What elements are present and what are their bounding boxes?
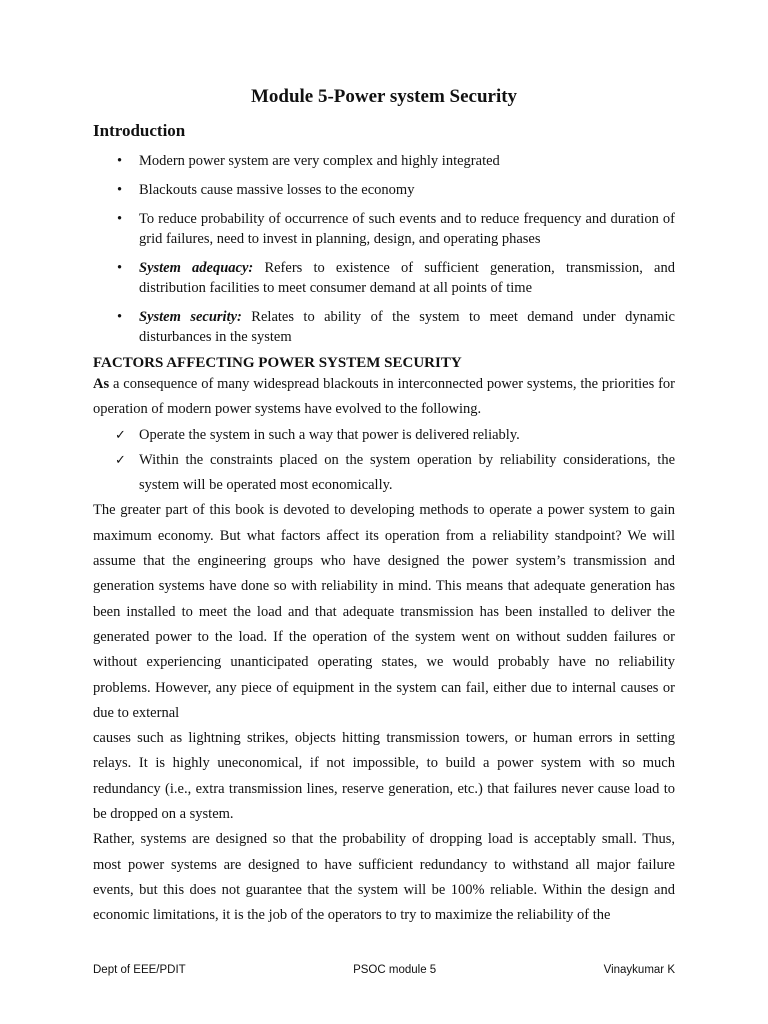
factors-heading: FACTORS AFFECTING POWER SYSTEM SECURITY [93, 355, 462, 371]
bullet-item [93, 307, 675, 347]
paragraph [93, 372, 675, 423]
bullet-icon: • [117, 260, 123, 276]
checkmark-icon: ✓ [115, 452, 126, 468]
bullet-item [93, 180, 675, 200]
check-text: Within the constraints placed on the system operation by reliability considerations, the system will be operated most economically. [139, 451, 675, 494]
body-text [93, 372, 675, 929]
bullet-item [93, 151, 675, 171]
introduction-heading: Introduction [93, 121, 186, 140]
bullet-lead-term: System adequacy: [139, 260, 254, 276]
bullet-icon: • [117, 153, 123, 169]
paragraph: The greater part of this book is devoted to developing methods to operate a power system to gain maximum economy. But what factors affect its operation from a reliability standpoint? We will assume that the engineering groups who have designed the power system’s transmission and generation systems have done so with reliability in mind. This means that adequate generation has been installed to meet the load and that adequate transmission has been installed to deliver the generated power to the load. If the operation of the system went on without sudden failures or without experiencing unanticipated operating states, we would probably have no reliability problems. However, any piece of equipment in the system can fail, either due to internal causes or due to external [93, 502, 675, 721]
bullet-lead-term: System security: [139, 309, 242, 325]
paragraph: causes such as lightning strikes, objects hitting transmission towers, or human errors in setting relays. It is highly uneconomical, if not impossible, to build a power system with so much redundancy (i.e., extra transmission lines, reserve generation, etc.) that failures never cause load to be dropped on a system. [93, 730, 675, 823]
paragraph-text: a consequence of many widespread blackouts in interconnected power systems, the priorities for operation of modern power systems have evolved to the following. [93, 376, 675, 418]
bullet-text: Modern power system are very complex and highly integrated [139, 153, 500, 169]
checkmark-icon: ✓ [115, 427, 126, 443]
bullet-icon: • [117, 309, 123, 325]
footer-department: Dept of EEE/PDIT [93, 964, 186, 976]
bullet-item [93, 209, 675, 249]
paragraph-lead-word: As [93, 376, 110, 392]
page-title: Module 5-Power system Security [250, 86, 518, 107]
page-footer [93, 964, 675, 976]
bullet-icon: • [117, 182, 123, 198]
bullet-text: Blackouts cause massive losses to the economy [139, 182, 415, 198]
check-item [93, 423, 675, 448]
paragraph: Rather, systems are designed so that the probability of dropping load is acceptably small. Thus, most power systems are designed to have sufficient redundancy to withstand all major failure events, but this does not guarantee that the system will be 100% reliable. Within the design and economic limitations, it is the job of the operators to try to maximize the reliability of the [93, 831, 675, 924]
introduction-bullet-list [93, 151, 675, 356]
bullet-text: Refers to existence of sufficient generation, transmission, and distribution facilities to meet consumer demand at all points of time [139, 260, 675, 296]
footer-author: Vinaykumar K [603, 964, 675, 976]
check-text: Operate the system in such a way that power is delivered reliably. [139, 426, 520, 443]
footer-module: PSOC module 5 [353, 964, 437, 976]
check-item [93, 448, 675, 499]
bullet-item [93, 258, 675, 298]
bullet-text: Relates to ability of the system to meet demand under dynamic disturbances in the system [139, 309, 675, 345]
checkmark-list [93, 423, 675, 499]
bullet-icon: • [117, 211, 123, 227]
bullet-text: To reduce probability of occurrence of such events and to reduce frequency and duration of grid failures, need to invest in planning, design, and operating phases [139, 211, 675, 247]
